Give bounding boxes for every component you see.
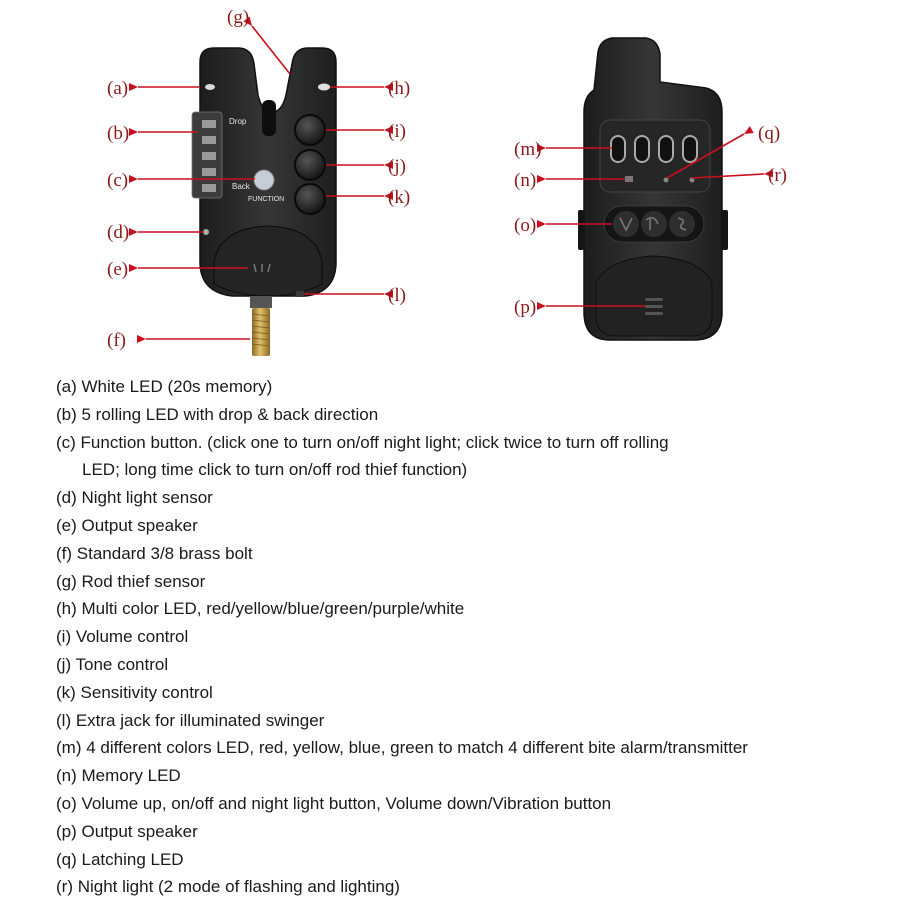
legend-item-l: (l) Extra jack for illuminated swinger (56, 710, 325, 730)
legend-item-b: (b) 5 rolling LED with drop & back direction (56, 404, 379, 424)
callout-j: (j) (388, 156, 406, 177)
function-button (254, 170, 274, 190)
legend-item-p: (p) Output speaker (56, 821, 198, 841)
legend-item-r: (r) Night light (2 mode of flashing and lighting) (56, 877, 400, 897)
callout-h: (h) (388, 78, 411, 99)
tone-knob (295, 150, 325, 180)
callout-c: (c) (107, 170, 129, 191)
function-label: FUNCTION (248, 196, 285, 203)
rod-slot (262, 100, 276, 136)
receiver-speaker-grille (645, 298, 663, 315)
legend-item-k: (k) Sensitivity control (56, 682, 213, 702)
legend-item-c-line2: LED; long time click to turn on/off rod thief function) (82, 460, 468, 480)
callout-d: (d) (107, 222, 130, 243)
callout-f: (f) (107, 330, 126, 351)
legend-item-i: (i) Volume control (56, 627, 189, 647)
legend-item-h: (h) Multi color LED, red/yellow/blue/green/purple/white (56, 599, 465, 619)
memory-led (625, 176, 633, 182)
callout-g: (g) (227, 7, 250, 28)
volume-knob (295, 115, 325, 145)
callout-m: (m) (514, 139, 542, 160)
multi-color-led (318, 84, 330, 91)
volume-up-button (613, 211, 639, 237)
callout-b: (b) (107, 123, 130, 144)
callout-o: (o) (514, 215, 537, 236)
speaker-housing (214, 226, 322, 296)
product-diagram (0, 0, 900, 370)
legend-item-q: (q) Latching LED (56, 849, 184, 869)
callout-a: (a) (107, 78, 129, 99)
legend-item-f: (f) Standard 3/8 brass bolt (56, 543, 253, 563)
brass-bolt (250, 296, 272, 308)
callout-r: (r) (768, 165, 787, 186)
legend-item-a: (a) White LED (20s memory) (56, 377, 273, 396)
callout-e: (e) (107, 259, 129, 280)
legend-item-d: (d) Night light sensor (56, 488, 213, 508)
callout-l: (l) (388, 285, 406, 306)
receiver-speaker-housing (596, 256, 712, 336)
legend-item-g: (g) Rod thief sensor (56, 571, 206, 591)
bite-alarm-device (192, 48, 336, 356)
legend-item-o: (o) Volume up, on/off and night light button, Volume down/Vibration button (56, 793, 612, 813)
legend-item-j: (j) Tone control (56, 654, 169, 674)
sensitivity-knob (295, 184, 325, 214)
legend-item-n: (n) Memory LED (56, 766, 181, 786)
swinger-jack (296, 291, 304, 297)
callout-q: (q) (758, 123, 781, 144)
callout-n: (n) (514, 170, 537, 191)
drop-label: Drop (229, 117, 247, 126)
power-button (641, 211, 667, 237)
white-led (205, 84, 215, 90)
legend-item-e: (e) Output speaker (56, 515, 198, 535)
callout-p: (p) (514, 297, 537, 318)
legend-list (56, 373, 886, 901)
legend-item-c-line1: (c) Function button. (click one to turn on/off night light; click twice to turn off rolling (56, 432, 669, 452)
legend-item-m: (m) 4 different colors LED, red, yellow, blue, green to match 4 different bite alarm/transmitter (56, 738, 748, 758)
legend-item-c (56, 429, 886, 485)
callout-i: (i) (388, 121, 406, 142)
back-label: Back (232, 182, 250, 191)
callout-k: (k) (388, 187, 411, 208)
arrow-g (252, 26, 290, 74)
receiver-device (578, 38, 728, 340)
